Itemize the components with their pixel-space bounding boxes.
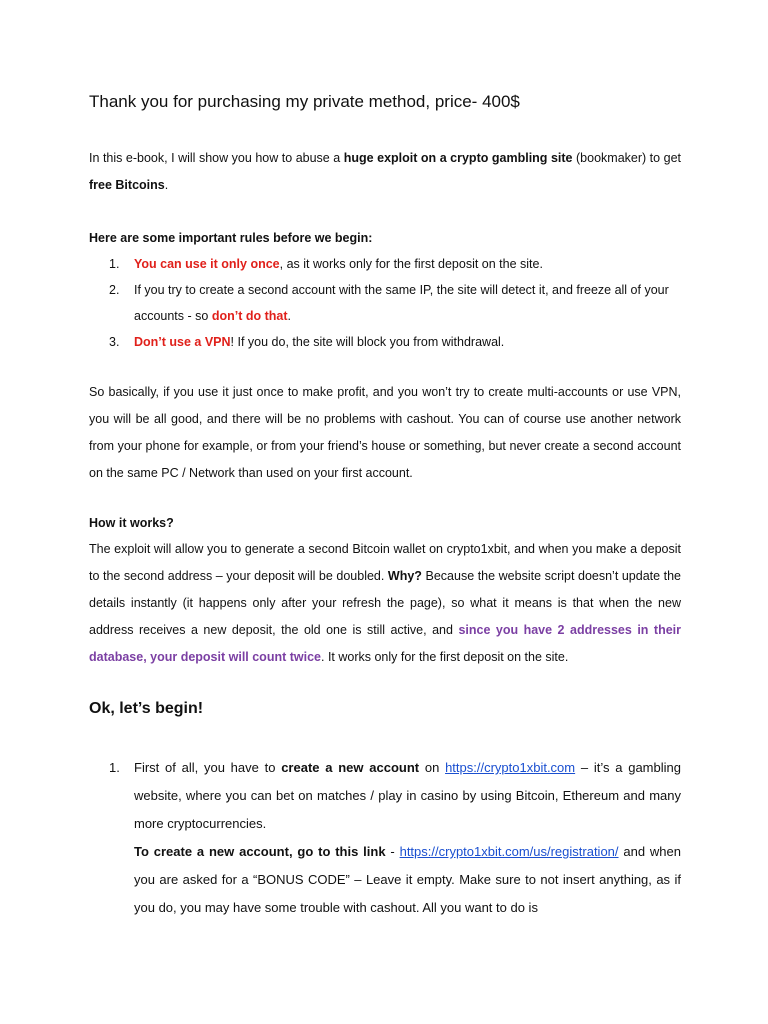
how-text: The exploit will allow you to generate a second Bitcoin wallet on crypto1xbit, and when you make a deposit to the second address – your deposit will be doubled. (89, 542, 681, 583)
rule-item (109, 277, 681, 329)
intro-emphasis: huge exploit on a crypto gambling site (343, 151, 573, 165)
how-heading: How it works? (89, 516, 174, 530)
step-emphasis: create a new account (281, 760, 420, 775)
rules-heading: Here are some important rules before we begin: (89, 231, 373, 245)
intro-emphasis: free Bitcoins (89, 178, 165, 192)
step-number: 1. (109, 760, 120, 775)
rule-warning: You can use it only once (134, 257, 280, 271)
rule-warning: Don’t use a VPN (134, 335, 231, 349)
step-text: – it’s a gambling website, where you can bet on matches / play in casino by using Bitcoin, Ethereum and many more cryptocurrencies. (134, 760, 681, 831)
rule-number: 3. (109, 335, 120, 349)
basically-text: So basically, if you use it just once to make profit, and you won’t try to create multi-accounts or use VPN, you will be all good, and there will be no problems with cashout. You can of course use another network from your phone for example, or from your friend’s house or something, but never create a second account on the same PC / Network than used on your first account. (89, 385, 681, 480)
intro-text: In this e-book, I will show you how to abuse a (89, 151, 344, 165)
rule-warning: don’t do that (211, 309, 288, 323)
registration-link[interactable]: https://crypto1xbit.com/us/registration/ (399, 844, 619, 859)
step-text: and when you are asked for a “BONUS CODE” – Leave it empty. Make sure to not insert anything, as if you do, you may have some trouble with cashout. All you want to do is (134, 844, 681, 915)
highlight-text: since you have 2 addresses in their database, your deposit will count twice (89, 623, 681, 664)
how-text: Because the website script doesn’t update the details instantly (it happens only after your refresh the page), so what it means is that when the new address receives a new deposit, the old one is still active, and (89, 569, 682, 637)
how-text: . It works only for the first deposit on the site. (321, 650, 569, 664)
rule-text: , as it works only for the first deposit on the site. (279, 257, 543, 271)
step-text: on (419, 760, 446, 775)
how-paragraph (89, 536, 681, 671)
step-text: First of all, you have to (134, 760, 282, 775)
step-text: - (385, 844, 400, 859)
steps-list (109, 754, 681, 922)
intro-paragraph (89, 145, 681, 199)
rule-number: 2. (109, 283, 120, 297)
rule-text: . (287, 309, 291, 323)
rules-list (109, 251, 681, 355)
site-link[interactable]: https://crypto1xbit.com (445, 760, 576, 775)
step-item (109, 754, 681, 922)
intro-text: . (164, 178, 169, 192)
intro-text: (bookmaker) to get (572, 151, 681, 165)
rule-item (109, 329, 681, 355)
begin-heading: Ok, let’s begin! (89, 700, 204, 717)
document-title: Thank you for purchasing my private method, price- 400$ (89, 92, 520, 111)
rule-text: ! If you do, the site will block you from withdrawal. (230, 335, 505, 349)
rule-item (109, 251, 681, 277)
step-emphasis: To create a new account, go to this link (134, 844, 386, 859)
basically-paragraph (89, 379, 681, 487)
why-emphasis: Why? (387, 569, 422, 583)
rule-number: 1. (109, 257, 120, 271)
rule-text: If you try to create a second account with the same IP, the site will detect it, and freeze all of your accounts - so (134, 283, 669, 323)
